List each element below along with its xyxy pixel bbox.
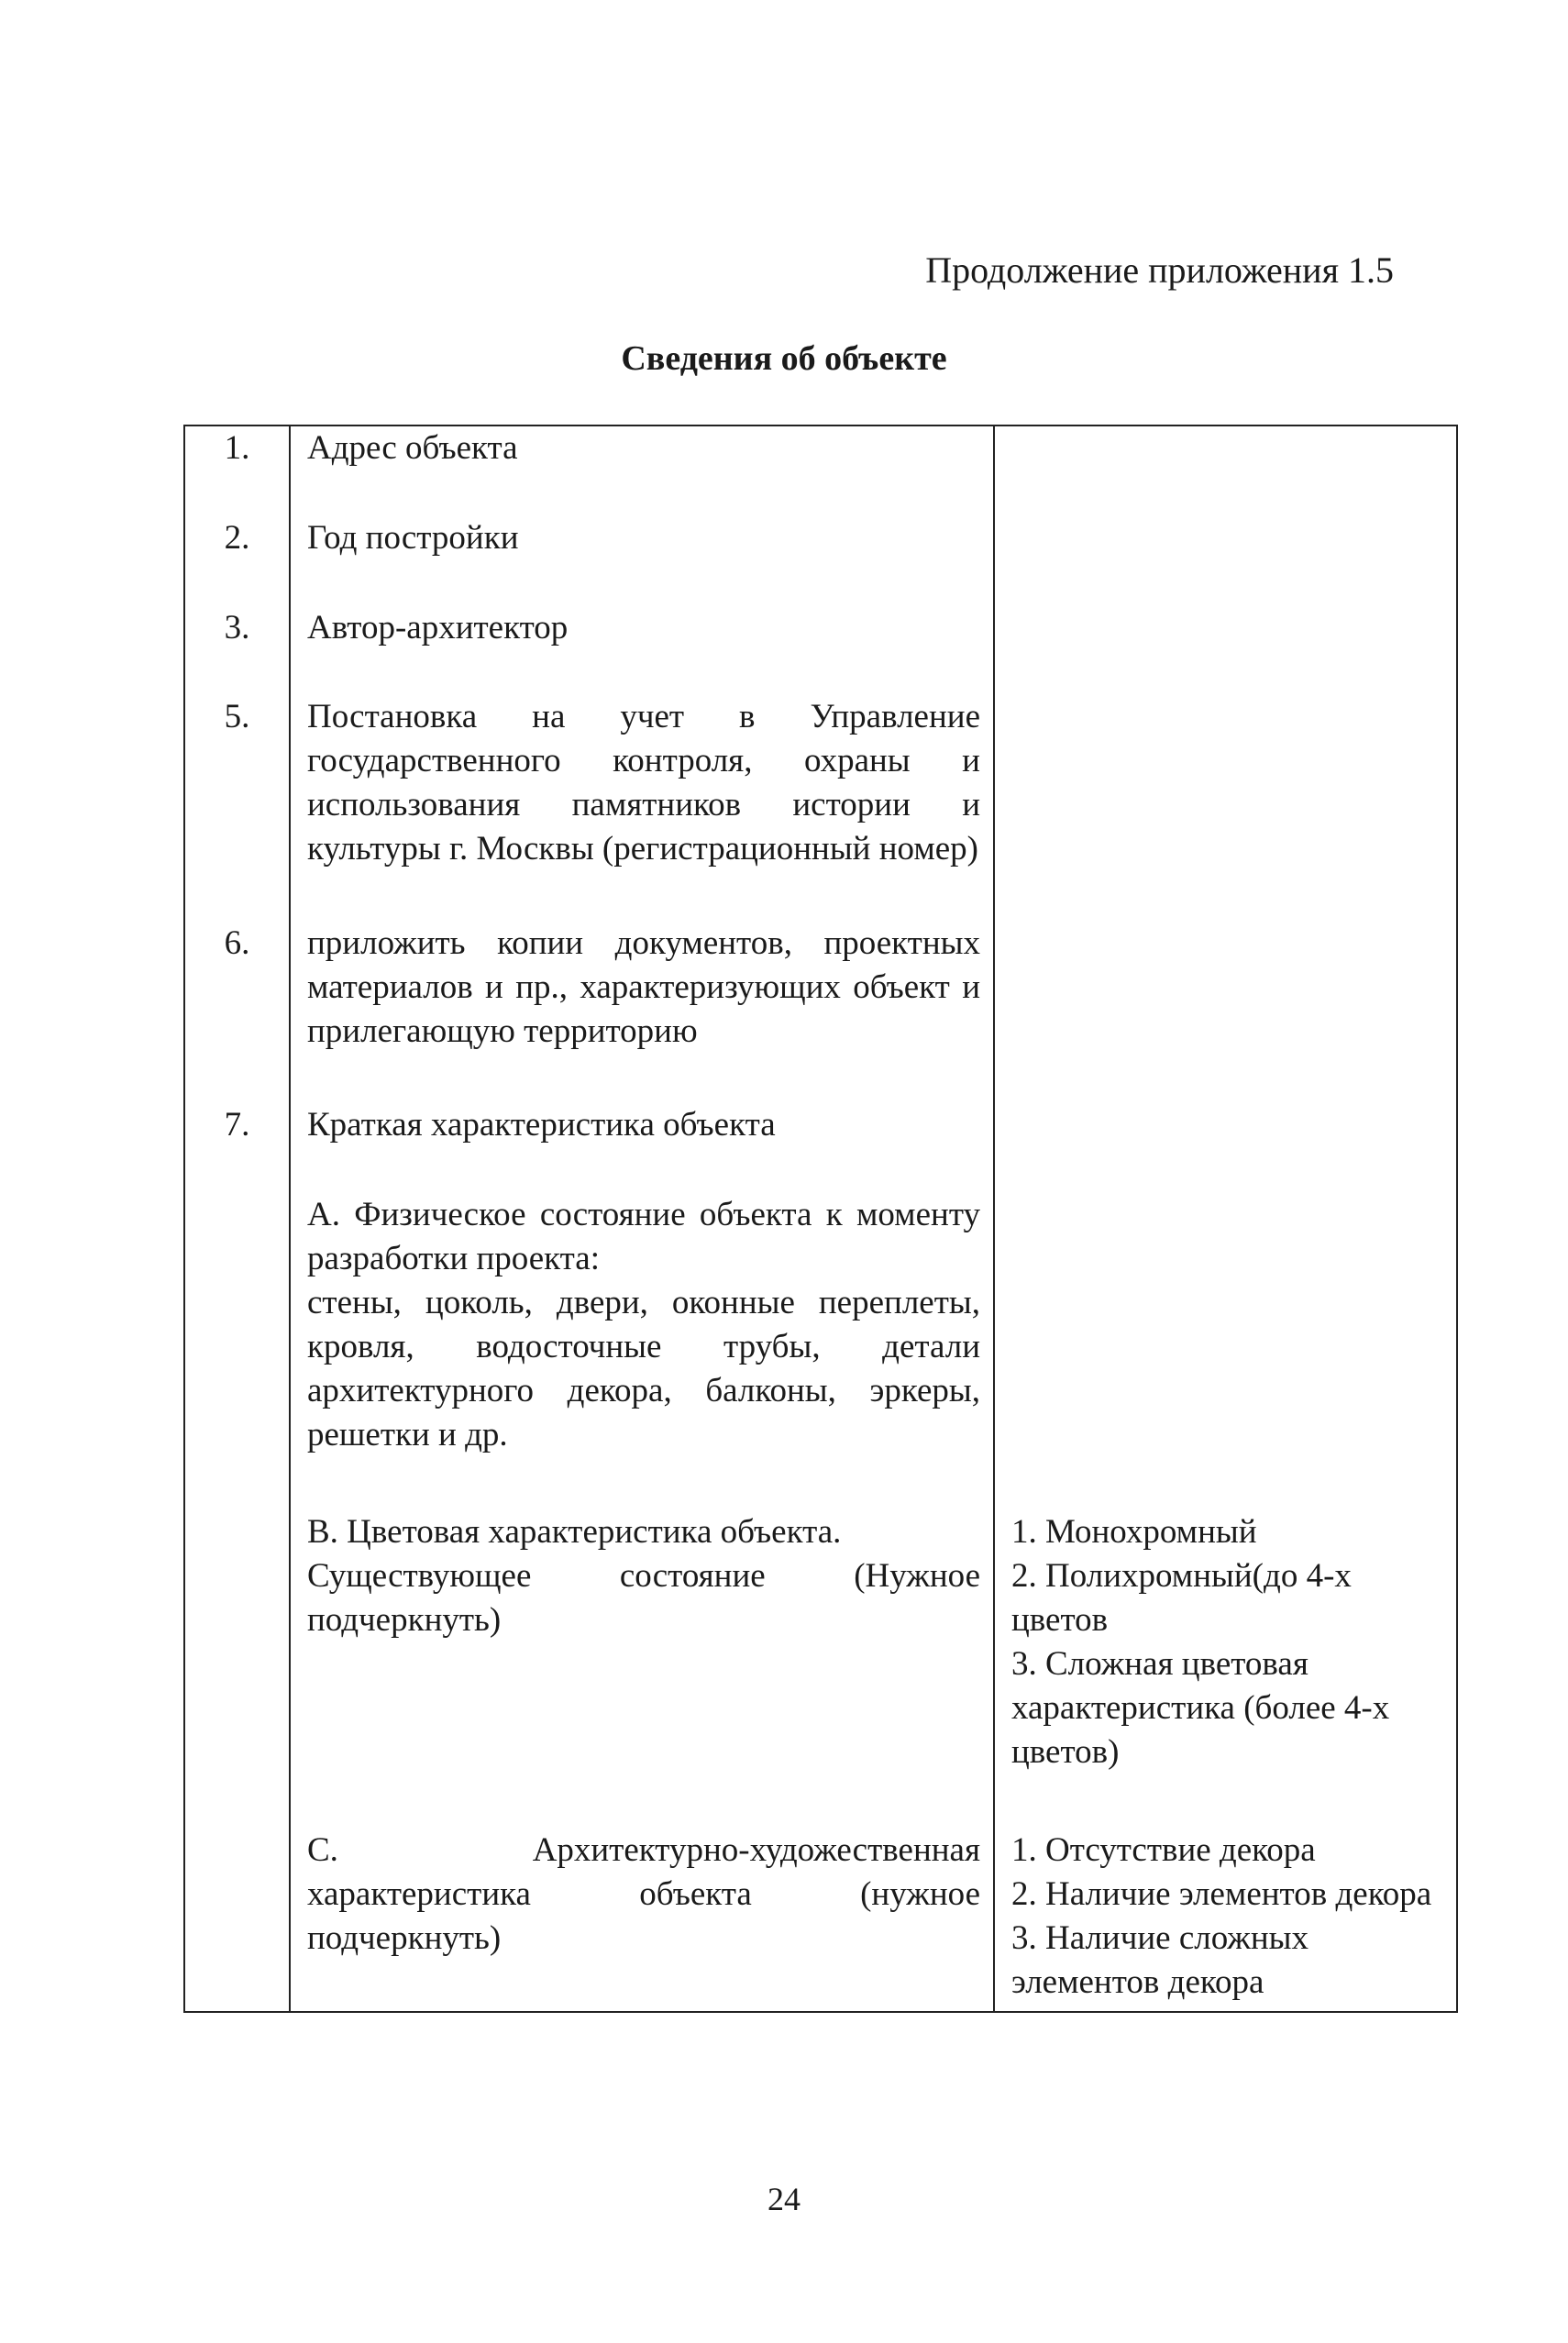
row-label: Краткая характеристика объекта [290,1103,994,1149]
row-label: приложить копии документов, проектных материалов и пр., характеризующих объект и прилегающую территорию [290,922,994,1058]
table-row [184,1103,1457,1149]
table-row [184,606,1457,652]
row-number: 6. [184,922,290,1058]
physical-condition-section [290,1193,994,1467]
table-row [184,425,1457,472]
option-no-decor: 1. Отсутствие декора [1011,1830,1316,1869]
color-characteristic-section [290,1510,994,1785]
option-polychrome: 2. Полихромный(до 4-х цветов [1011,1557,1352,1640]
answer-cell [994,695,1457,878]
option-complex-decor: 3. Наличие сложных элементов декора [1011,1918,1309,2001]
row-number: 2. [184,516,290,562]
row-label: Автор-архитектор [290,606,994,652]
answer-cell [994,425,1457,472]
table-row [184,516,1457,562]
row-label: Адрес объекта [290,425,994,472]
table-row [184,1193,1457,1467]
document-title: Сведения об объекте [621,339,947,378]
row-label: Год постройки [290,516,994,562]
row-number: 3. [184,606,290,652]
option-complex-color: 3. Сложная цветовая характеристика (более 4-х цветов) [1011,1645,1390,1772]
table-row [184,922,1457,1058]
option-decor-elements: 2. Наличие элементов декора [1011,1874,1432,1913]
color-characteristic-heading: В. Цветовая характеристика объекта. [307,1513,842,1552]
color-options [994,1510,1457,1785]
answer-cell [994,1193,1457,1467]
row-number: 1. [184,425,290,472]
table-row [184,695,1457,878]
option-monochrome: 1. Монохромный [1011,1513,1257,1552]
table-row [184,1510,1457,1785]
color-characteristic-instruction: Существующее состояние (Нужное подчеркнуть) [307,1557,980,1640]
answer-cell [994,516,1457,562]
architectural-characteristic-section: С. Архитектурно-художественная характеристика объекта (нужное подчеркнуть) [290,1829,994,2012]
physical-condition-heading: А. Физическое состояние объекта к моменту разработки проекта: [307,1195,980,1277]
answer-cell [994,606,1457,652]
row-number: 7. [184,1103,290,1149]
table-row [184,1829,1457,2012]
answer-cell [994,922,1457,1058]
physical-condition-elements: стены, цоколь, двери, оконные переплеты, кровля, водосточные трубы, детали архитектурного декора, балконы, эркеры, решетки и др. [307,1283,980,1453]
appendix-continuation-note: Продолжение приложения 1.5 [925,249,1394,291]
row-label: Постановка на учет в Управление государственного контроля, охраны и использования памятников истории и культуры г. Москвы (регистрационный номер) [290,695,994,878]
decor-options [994,1829,1457,2012]
answer-cell [994,1103,1457,1149]
object-info-table [183,425,1458,2013]
page-number: 24 [767,2181,801,2217]
row-number: 5. [184,695,290,878]
